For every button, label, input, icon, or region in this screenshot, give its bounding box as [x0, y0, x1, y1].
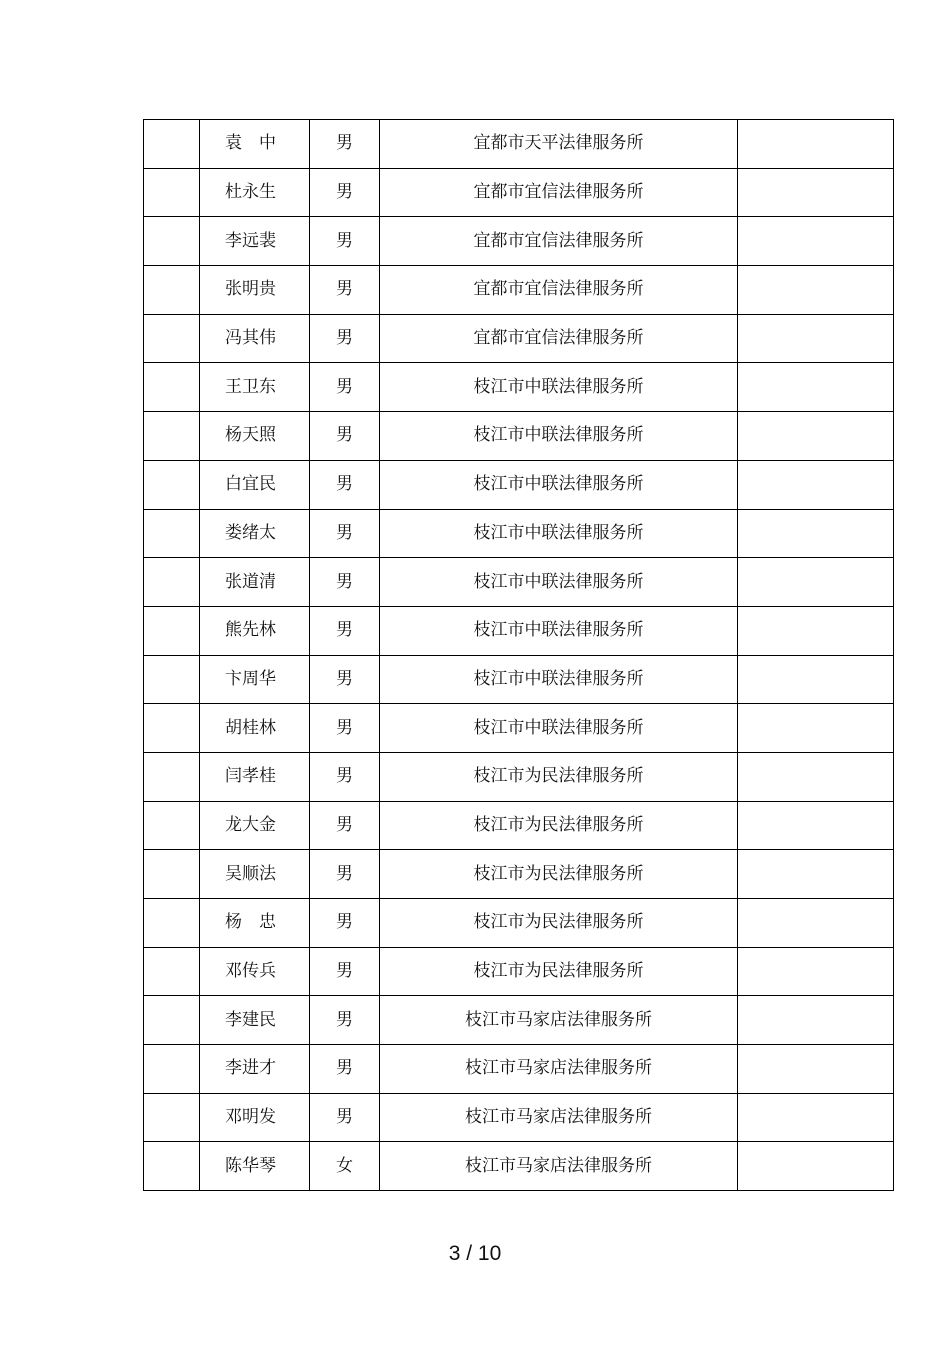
- cell-index: [144, 1045, 200, 1094]
- cell-gender: 男: [310, 704, 380, 753]
- person-name: 李进才: [225, 1058, 276, 1079]
- cell-index: [144, 412, 200, 461]
- cell-gender: 男: [310, 996, 380, 1045]
- cell-name: [200, 899, 310, 948]
- person-name: 龙大金: [225, 814, 276, 835]
- person-name: 邓传兵: [225, 961, 276, 982]
- cell-gender: 男: [310, 899, 380, 948]
- person-name: 杨 忠: [225, 912, 276, 933]
- cell-name: [200, 996, 310, 1045]
- cell-note: [738, 1093, 894, 1142]
- table-row: [144, 1142, 894, 1191]
- table-row: [144, 558, 894, 607]
- cell-gender: 男: [310, 266, 380, 315]
- cell-organization: 枝江市为民法律服务所: [380, 850, 738, 899]
- cell-index: [144, 168, 200, 217]
- cell-organization: 枝江市马家店法律服务所: [380, 1045, 738, 1094]
- cell-organization: 宜都市天平法律服务所: [380, 120, 738, 169]
- cell-index: [144, 314, 200, 363]
- roster-table: [143, 119, 894, 1191]
- cell-gender: 男: [310, 752, 380, 801]
- cell-index: [144, 266, 200, 315]
- cell-name: [200, 704, 310, 753]
- cell-name: [200, 1142, 310, 1191]
- cell-name: [200, 412, 310, 461]
- cell-organization: 枝江市马家店法律服务所: [380, 1142, 738, 1191]
- cell-organization: 枝江市为民法律服务所: [380, 801, 738, 850]
- cell-index: [144, 606, 200, 655]
- cell-note: [738, 460, 894, 509]
- cell-name: [200, 1093, 310, 1142]
- cell-index: [144, 899, 200, 948]
- cell-index: [144, 1093, 200, 1142]
- person-name: 闫孝桂: [225, 766, 276, 787]
- table-row: [144, 996, 894, 1045]
- cell-organization: 枝江市中联法律服务所: [380, 704, 738, 753]
- cell-organization: 枝江市中联法律服务所: [380, 363, 738, 412]
- cell-name: [200, 850, 310, 899]
- cell-note: [738, 704, 894, 753]
- cell-index: [144, 1142, 200, 1191]
- cell-note: [738, 314, 894, 363]
- table-row: [144, 363, 894, 412]
- cell-name: [200, 363, 310, 412]
- cell-index: [144, 850, 200, 899]
- cell-organization: 枝江市中联法律服务所: [380, 509, 738, 558]
- roster-table-body: [144, 120, 894, 1191]
- table-row: [144, 314, 894, 363]
- cell-organization: 枝江市马家店法律服务所: [380, 1093, 738, 1142]
- cell-note: [738, 217, 894, 266]
- person-name: 熊先林: [225, 620, 276, 641]
- table-row: [144, 947, 894, 996]
- table-row: [144, 168, 894, 217]
- cell-organization: 枝江市为民法律服务所: [380, 899, 738, 948]
- cell-index: [144, 558, 200, 607]
- cell-gender: 男: [310, 314, 380, 363]
- cell-note: [738, 899, 894, 948]
- cell-organization: 宜都市宜信法律服务所: [380, 168, 738, 217]
- cell-gender: 男: [310, 217, 380, 266]
- table-row: [144, 460, 894, 509]
- cell-name: [200, 606, 310, 655]
- table-row: [144, 1045, 894, 1094]
- table-row: [144, 801, 894, 850]
- cell-note: [738, 168, 894, 217]
- cell-gender: 男: [310, 1093, 380, 1142]
- cell-note: [738, 947, 894, 996]
- cell-index: [144, 120, 200, 169]
- cell-gender: 男: [310, 120, 380, 169]
- cell-organization: 枝江市中联法律服务所: [380, 460, 738, 509]
- cell-note: [738, 1142, 894, 1191]
- table-row: [144, 509, 894, 558]
- person-name: 卞周华: [225, 668, 276, 689]
- cell-organization: 宜都市宜信法律服务所: [380, 266, 738, 315]
- person-name: 白宜民: [225, 474, 276, 495]
- cell-gender: 男: [310, 363, 380, 412]
- cell-name: [200, 120, 310, 169]
- cell-organization: 枝江市中联法律服务所: [380, 412, 738, 461]
- cell-note: [738, 850, 894, 899]
- cell-organization: 枝江市中联法律服务所: [380, 558, 738, 607]
- person-name: 冯其伟: [225, 328, 276, 349]
- cell-index: [144, 704, 200, 753]
- cell-name: [200, 266, 310, 315]
- cell-name: [200, 558, 310, 607]
- cell-index: [144, 509, 200, 558]
- cell-gender: 男: [310, 412, 380, 461]
- cell-gender: 男: [310, 1045, 380, 1094]
- table-row: [144, 752, 894, 801]
- cell-organization: 宜都市宜信法律服务所: [380, 314, 738, 363]
- table-row: [144, 704, 894, 753]
- cell-index: [144, 363, 200, 412]
- person-name: 杜永生: [225, 182, 276, 203]
- cell-gender: 男: [310, 168, 380, 217]
- cell-gender: 男: [310, 947, 380, 996]
- table-row: [144, 120, 894, 169]
- table-row: [144, 412, 894, 461]
- cell-name: [200, 168, 310, 217]
- cell-organization: 枝江市中联法律服务所: [380, 606, 738, 655]
- table-row: [144, 899, 894, 948]
- person-name: 李远裴: [225, 230, 276, 251]
- cell-note: [738, 801, 894, 850]
- table-row: [144, 1093, 894, 1142]
- cell-name: [200, 217, 310, 266]
- cell-index: [144, 801, 200, 850]
- cell-note: [738, 363, 894, 412]
- cell-gender: 男: [310, 850, 380, 899]
- cell-index: [144, 996, 200, 1045]
- cell-gender: 男: [310, 460, 380, 509]
- cell-name: [200, 947, 310, 996]
- cell-note: [738, 655, 894, 704]
- person-name: 杨天照: [225, 425, 276, 446]
- cell-name: [200, 801, 310, 850]
- cell-index: [144, 460, 200, 509]
- cell-note: [738, 558, 894, 607]
- cell-index: [144, 217, 200, 266]
- person-name: 邓明发: [225, 1107, 276, 1128]
- table-row: [144, 606, 894, 655]
- cell-note: [738, 412, 894, 461]
- cell-note: [738, 1045, 894, 1094]
- person-name: 张明贵: [225, 279, 276, 300]
- cell-name: [200, 752, 310, 801]
- person-name: 吴顺法: [225, 863, 276, 884]
- cell-name: [200, 460, 310, 509]
- person-name: 袁 中: [225, 133, 276, 154]
- cell-gender: 女: [310, 1142, 380, 1191]
- cell-index: [144, 752, 200, 801]
- table-row: [144, 850, 894, 899]
- person-name: 胡桂林: [225, 717, 276, 738]
- table-row: [144, 217, 894, 266]
- cell-note: [738, 509, 894, 558]
- cell-gender: 男: [310, 558, 380, 607]
- cell-organization: 枝江市马家店法律服务所: [380, 996, 738, 1045]
- page-number: 3 / 10: [448, 1242, 502, 1265]
- cell-note: [738, 120, 894, 169]
- person-name: 李建民: [225, 1009, 276, 1030]
- person-name: 张道清: [225, 571, 276, 592]
- cell-organization: 枝江市为民法律服务所: [380, 752, 738, 801]
- cell-gender: 男: [310, 606, 380, 655]
- cell-name: [200, 509, 310, 558]
- cell-name: [200, 655, 310, 704]
- cell-note: [738, 752, 894, 801]
- person-name: 陈华琴: [225, 1155, 276, 1176]
- cell-note: [738, 606, 894, 655]
- cell-gender: 男: [310, 655, 380, 704]
- cell-gender: 男: [310, 509, 380, 558]
- person-name: 娄绪太: [225, 522, 276, 543]
- cell-gender: 男: [310, 801, 380, 850]
- cell-name: [200, 314, 310, 363]
- cell-index: [144, 655, 200, 704]
- table-row: [144, 655, 894, 704]
- cell-note: [738, 996, 894, 1045]
- cell-organization: 枝江市为民法律服务所: [380, 947, 738, 996]
- cell-index: [144, 947, 200, 996]
- cell-organization: 宜都市宜信法律服务所: [380, 217, 738, 266]
- cell-note: [738, 266, 894, 315]
- table-row: [144, 266, 894, 315]
- cell-name: [200, 1045, 310, 1094]
- cell-organization: 枝江市中联法律服务所: [380, 655, 738, 704]
- person-name: 王卫东: [225, 376, 276, 397]
